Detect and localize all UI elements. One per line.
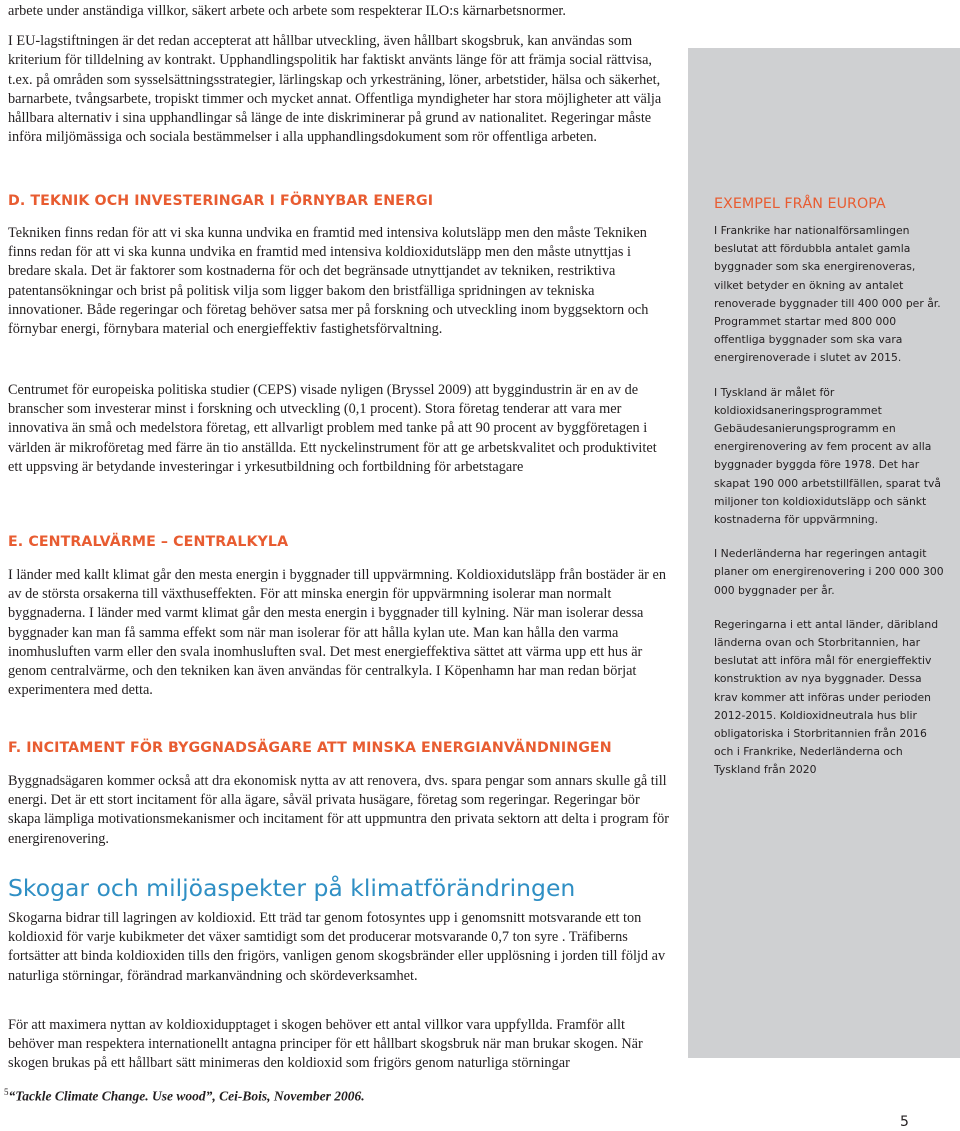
forests-paragraph-1: Skogarna bidrar till lagringen av koldioxid. Ett träd tar genom fotosyntes upp i genomsnitt motsvarande ett ton koldioxid för varje kubikmeter det växer samtidigt som det producerar motsvarande 0,7 ton syre . Träfiberns fortsätter att binda koldioxiden tills den frigörs, vanligen genom skogsbränder eller upplösning i jorden till följd av naturliga störningar, förändrad markanvändning och skördeverksamhet. [8, 910, 666, 984]
sidebar-paragraph-germany: I Tyskland är målet för koldioxidsaneringsprogrammet Gebäudesanierungsprogramm en energirenovering av fem procent av alla byggnader byggda före 1978. Det har skapat 190 000 arbetstillfällen, sparat två miljoner ton koldioxidutsläpp och sänkt kostnaderna för uppvärmning. [714, 385, 941, 527]
forests-heading: Skogar och miljöaspekter på klimatförändringen [8, 874, 576, 902]
section-f-heading: F. INCITAMENT FÖR BYGGNADSÄGARE ATT MINSKA ENERGIANVÄNDNINGEN [8, 740, 612, 756]
forests-paragraph-2: För att maximera nyttan av koldioxidupptaget i skogen behöver ett antal villkor vara uppfyllda. Framför allt behöver man respektera internationellt antagna principer för ett hållbart skogsbruk när man brukar skogen. När skogen brukas på ett hållbart sätt minimeras den koldioxid som frigörs genom naturliga störningar [8, 1017, 643, 1072]
footnote-text: “Tackle Climate Change. Use wood”, Cei-Bois, November 2006. [8, 1088, 365, 1104]
section-d-body [8, 224, 672, 339]
forests-body-2 [8, 1016, 672, 1074]
sidebar-paragraph-netherlands: I Nederländerna har regeringen antagit planer om energirenovering i 200 000 300 000 byggnader per år. [714, 547, 944, 597]
intro-line: arbete under anständiga villkor, säkert arbete och arbete som respekterar ILO:s kärnarbetsnormer. [8, 3, 566, 19]
sidebar-paragraph-france: I Frankrike har nationalförsamlingen beslutat att fördubbla antalet gamla byggnader som ska energirenoveras, vilket betyder en ökning av antalet renoverade byggnader till 400 000 per år. Programmet startar med 800 000 offentliga byggnader som ska vara energirenoverade i slutet av 2015. [714, 224, 941, 365]
section-d-paragraph-2: Centrumet för europeiska politiska studier (CEPS) visade nyligen (Bryssel 2009) att byggindustrin är en av de branscher som investerar minst i forskning och utveckling (0,1 procent). Stora företag tenderar att vara mer innovativa än små och medelstora företag, ett allvarligt problem med tanke på att 90 procent av byggföretagen i världen är mikroföretag med färre än tio anställda. Ett nyckelinstrument för att ge arbetskvalitet och produktivitet ett uppsving är betydande investeringar i yrkesutbildning och fortbildning för arbetstagare [8, 382, 657, 475]
intro-section [8, 2, 672, 147]
section-f-paragraph: Byggnadsägaren kommer också att dra ekonomisk nytta av att renovera, dvs. spara pengar som annars skulle gå till energi. Det är ett stort incitament för alla ägare, såväl privata husägare, företag som regeringar. Regeringar bör skapa lämpliga motivationsmekanismer och incitament för att uppmuntra den privata sektorn att delta i program för energirenovering. [8, 773, 670, 847]
section-f-body [8, 772, 672, 849]
section-d-paragraph-1: Tekniken finns redan för att vi ska kunna undvika en framtid med intensiva kolutsläpp men den måste Tekniken finns redan för att vi ska kunna undvika en framtid med intensiva koldioxidutsläpp men den måste utnyttjas i bredare skala. Det är faktorer som kostnaderna för och det begränsade utnyttjandet av tekniken, restriktiva patentansökningar och brist på politisk vilja som ligger bakom den bristfälliga spridningen av tekniska innovationer. Både regeringar och företag behöver satsa mer på forskning och utveckling inom byggsektorn och förnybar energi, förnybara material och energieffektiv fastighetsförvaltning. [8, 225, 649, 338]
section-d-heading: D. TEKNIK OCH INVESTERINGAR I FÖRNYBAR ENERGI [8, 193, 434, 209]
sidebar-box [714, 196, 944, 780]
footnote-number: 5 [4, 1087, 9, 1097]
sidebar-paragraph-regulations: Regeringarna i ett antal länder, däribland länderna ovan och Storbritannien, har beslutat att införa mål för energieffektiv konstruktion av nya byggnader. Dessa krav kommer att införas under perioden 2012-2015. Koldioxidneutrala hus blir obligatoriska i Storbritannien från 2016 och i Frankrike, Nederländerna och Tyskland från 2020 [714, 617, 939, 777]
sidebar-title: EXEMPEL FRÅN EUROPA [714, 196, 886, 212]
forests-body [8, 909, 672, 986]
footnote [4, 1087, 365, 1105]
intro-paragraph: I EU-lagstiftningen är det redan accepterat att hållbar utveckling, även hållbart skogsbruk, kan användas som kriterium för tilldelning av kontrakt. Upphandlingspolitik har faktiskt använts länge för att främja social rättvisa, t.ex. på områden som sysselsättningsstrategier, lärlingskap och yrkesträning, löner, arbetstider, hälsa och säkerhet, barnarbete, tvångsarbete, tropiskt timmer och mycket annat. Offentliga myndigheter har stora möjligheter att välja hållbara alternativ i sina upphandlingar så länge de inte diskriminerar på grund av nationalitet. Regeringar måste införa miljömässiga och sociala bestämmelser i alla upphandlingsdokument som rör offentliga arbeten. [8, 33, 662, 146]
section-e-heading: E. CENTRALVÄRME – CENTRALKYLA [8, 534, 289, 550]
section-e-body [8, 566, 672, 700]
page-number: 5 [900, 1114, 909, 1130]
section-d-body-2 [8, 381, 672, 477]
section-e-paragraph: I länder med kallt klimat går den mesta energin i byggnader till uppvärmning. Koldioxidutsläpp från bostäder är en av de största orsakerna till växthuseffekten. För att minska energin för uppvärmning isolerar man normalt byggnaderna. I länder med varmt klimat går den mesta energin i byggnader till kylning. När man isolerar dessa byggnader kan man få samma effekt som när man isolerar för att hålla kylan ute. Man kan hålla den varma inomhusluften varm eller den svala inomhusluften sval. Det mest energieffektiva sättet att värma upp ett hus är genom centralvärme, och den tekniken kan även användas för centralkyla. I Köpenhamn har man redan börjat experimentera med detta. [8, 567, 667, 699]
